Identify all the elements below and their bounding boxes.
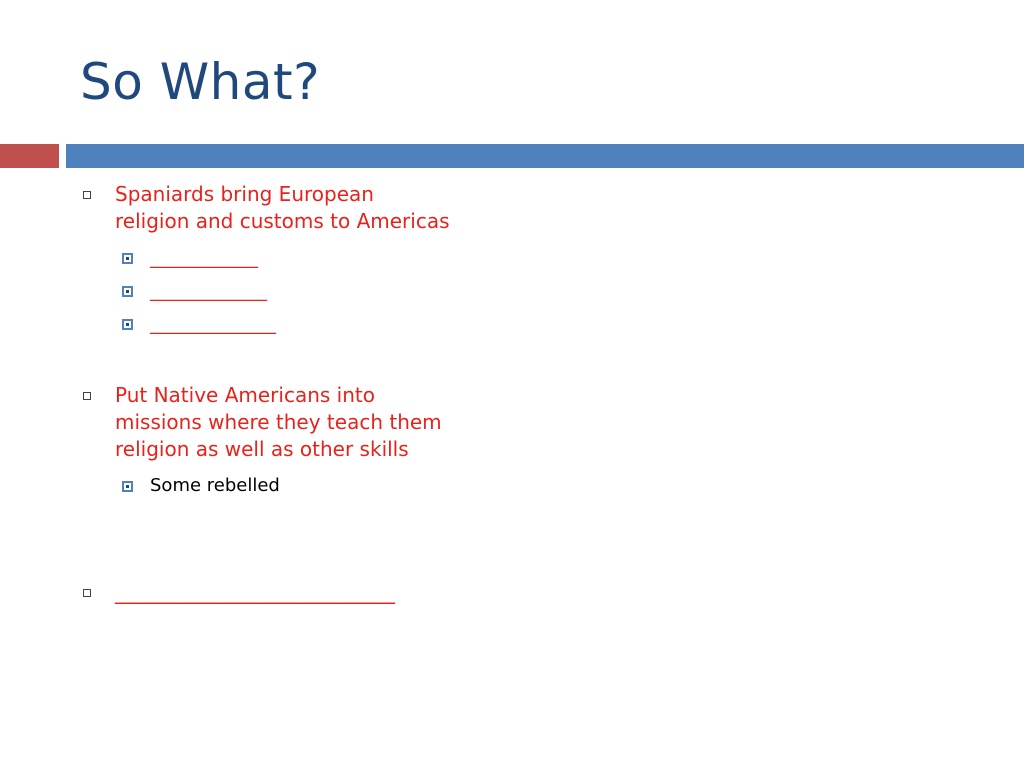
bullet-text-2 — [115, 382, 515, 463]
sub-bullet-1-3: ______________ — [150, 314, 276, 335]
bullet-square-icon — [83, 191, 91, 199]
slide-title: So What? — [80, 53, 321, 111]
accent-bar-blue — [66, 144, 1024, 168]
sub-bullet-2-1: Some rebelled — [150, 475, 280, 496]
bullet-1-line-1: Spaniards bring European — [115, 182, 374, 206]
bullet-2-line-3: religion as well as other skills — [115, 437, 409, 461]
bullet-2-line-1: Put Native Americans into — [115, 383, 375, 407]
bullet-square-icon — [83, 392, 91, 400]
sub-bullet-1-2: _____________ — [150, 281, 267, 302]
sub-bullet-square-icon — [122, 481, 133, 492]
sub-bullet-1-1: ____________ — [150, 248, 258, 269]
sub-bullet-square-icon — [122, 253, 133, 264]
bullet-text-3: ____________________________ — [115, 580, 395, 604]
sub-bullet-square-icon — [122, 286, 133, 297]
bullet-text-1 — [115, 181, 515, 235]
bullet-2-line-2: missions where they teach them — [115, 410, 442, 434]
sub-bullet-square-icon — [122, 319, 133, 330]
bullet-1-line-2: religion and customs to Americas — [115, 209, 450, 233]
bullet-square-icon — [83, 589, 91, 597]
accent-bar-red — [0, 144, 59, 168]
